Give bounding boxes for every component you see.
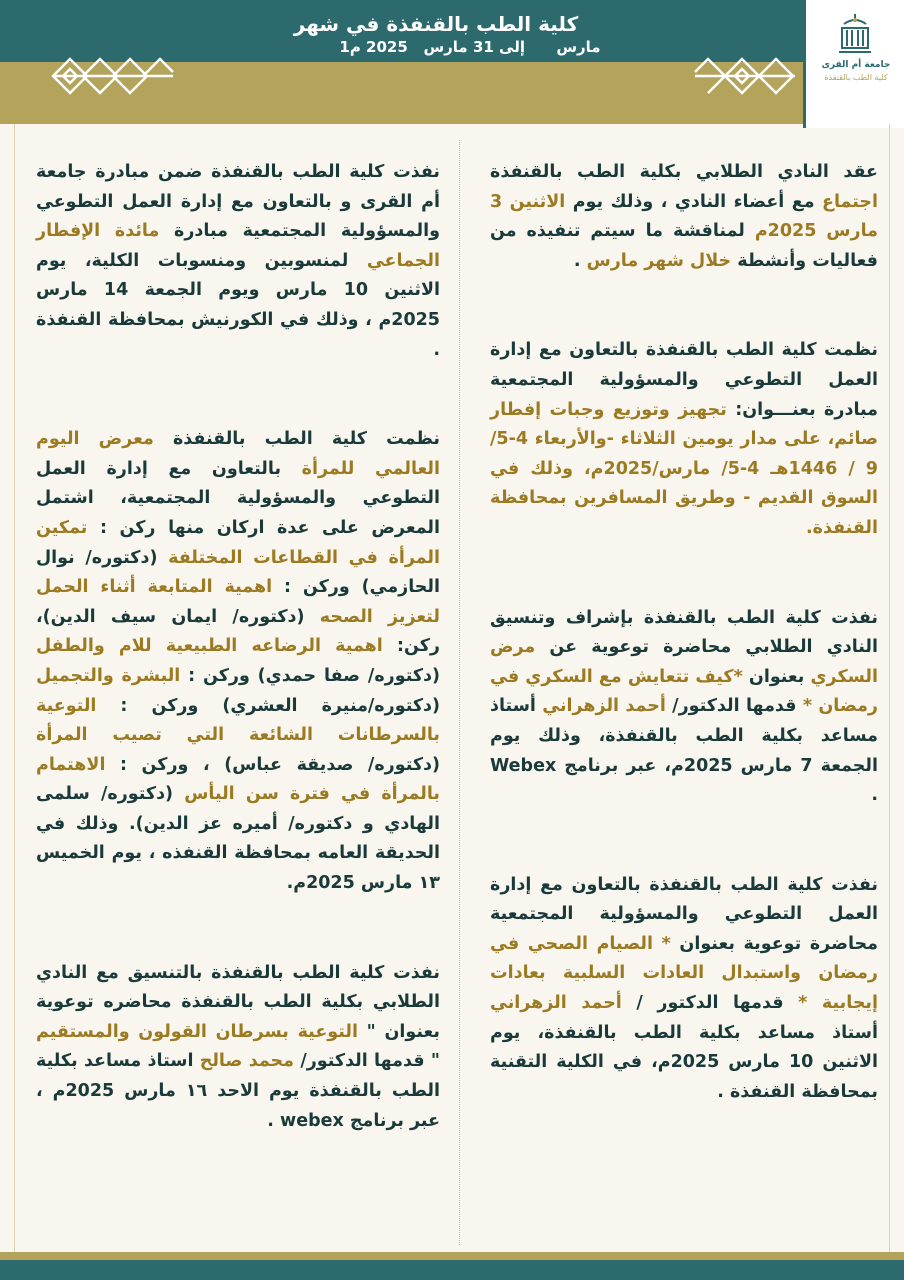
body-text: استاذ مساعد بكلية الطب بالقنفذة يوم الاحد ١٦ مارس 2025م ، عبر برنامج webex . [36, 1051, 440, 1131]
footer-bar [0, 1260, 904, 1280]
news-paragraph [36, 959, 440, 1137]
body-text: أستاذ مساعد بكلية الطب بالقنفذة، وذلك يوم الجمعة 7 مارس 2025م، عبر برنامج Webex . [490, 696, 878, 806]
body-text: مع أعضاء النادي ، وذلك يوم [565, 191, 822, 212]
highlight-text: التوعية بالسرطانات الشائعة التي تصيب المرأة [36, 695, 440, 746]
highlight-text: تجهيز وتوزيع وجبات إفطار صائم، على مدار يومين الثلاثاء -والأربعاء 4-5/ 9 / 1446هـ 4-5/ مارس/2025م، وذلك في السوق القديم - وطريق المسافرين بمحافظة القنفذة. [490, 399, 878, 538]
highlight-text: محمد صالح [199, 1051, 295, 1072]
body-text: لمنسوبين ومنسوبات الكلية، يوم الاثنين 10 مارس ويوم الجمعة 14 مارس 2025م ، وذلك في الكورنيش بمحافظة القنفذة . [36, 250, 440, 360]
frame-line-right [889, 124, 890, 1259]
body-text: (دكتوره/ صفا حمدي) وركن : [180, 665, 440, 686]
highlight-text: اهمية المتابعة أثناء الحمل لتعزيز الصحه [36, 577, 440, 627]
body-text: لمناقشة ما سيتم تنفيذه من فعاليات وأنشطة [490, 221, 878, 271]
college-name: كلية الطب بالقنفذة [824, 73, 888, 82]
body-text: نفذت كلية الطب بالقنفذة بإشراف وتنسيق النادي الطلابي محاضرة توعوية عن [490, 607, 878, 658]
body-text: " قدمها الدكتور/ [294, 1051, 441, 1072]
body-text: قدمها الدكتور / [621, 993, 799, 1014]
header-bar [0, 0, 904, 62]
news-paragraph [36, 425, 440, 899]
highlight-text: التوعية بسرطان القولون والمستقيم [36, 1021, 358, 1042]
body-text: نفذت كلية الطب بالقنفذة ضمن مبادرة جامعة أم القرى و بالتعاون مع إدارة العمل التطوعي والمسؤولية المجتمعية مبادرة [36, 162, 440, 242]
body-text: (دكتوره/منيرة العشري) وركن : [96, 695, 440, 716]
body-text: بعنوان [742, 666, 811, 687]
highlight-text: اهمية الرضاعه الطبيعية للام والطفل [36, 636, 383, 657]
frame-line-left [14, 124, 15, 1259]
body-text: (دكتوره/ نوال الحازمي) وركن : [36, 547, 440, 598]
news-paragraph [490, 158, 878, 276]
body-text: (دكتوره/ ايمان سيف الدين)، ركن: [36, 606, 440, 657]
body-text: قدمها الدكتور/ [665, 696, 803, 717]
body-text: نظمت كلية الطب بالقنفذة [153, 429, 441, 450]
left-ornament-icon [48, 54, 178, 98]
highlight-text: *كيف تتعايش مع السكري في رمضان * [490, 666, 879, 717]
body-text: . [573, 250, 587, 271]
news-paragraph [36, 158, 440, 365]
body-text: نفذت كلية الطب بالقنفذة بالتنسيق مع النادي الطلابي بكلية الطب بالقنفذة محاضره توعوية بعنوان " [36, 962, 440, 1042]
news-paragraph [490, 871, 878, 1108]
body-text: عقد النادي الطلابي بكلية الطب بالقنفذة [490, 162, 878, 182]
highlight-text: أحمد الزهراني [490, 993, 622, 1014]
body-text: (دكتوره/ صديقة عباس) ، وركن : [105, 754, 440, 775]
highlight-text: اجتماع [821, 191, 878, 212]
highlight-text: مائدة الإفطار الجماعي [36, 221, 440, 271]
university-name: جامعة أم القرى [821, 60, 891, 70]
highlight-text: خلال شهر مارس [586, 250, 732, 271]
body-text: نفذت كلية الطب بالقنفذة بالتعاون مع إدارة العمل التطوعي والمسؤولية المجتمعية محاضرة توعوية بعنوان [490, 874, 878, 954]
footer-gold-band [0, 1252, 904, 1260]
highlight-text: الاثنين 3 مارس 2025م [490, 191, 878, 242]
university-emblem-icon [836, 12, 874, 56]
page-title: كلية الطب بالقنفذة في شهر [293, 12, 579, 36]
right-column [490, 158, 878, 1167]
highlight-text: أحمد الزهراني [542, 696, 666, 717]
left-column [36, 158, 440, 1196]
highlight-text: * الصيام الصحي في رمضان واستبدال العادات السلبية بعادات إيجابية * [490, 933, 879, 1014]
body-text: نظمت كلية الطب بالقنفذة بالتعاون مع إدارة العمل التطوعي والمسؤولية المجتمعية مبادرة بعنـــوان: [490, 340, 878, 420]
right-ornament-icon [690, 54, 800, 98]
highlight-text: الاهتمام بالمرأة في فترة سن اليأس [36, 754, 441, 805]
highlight-text: معرض اليوم العالمي للمرأة [36, 429, 440, 479]
highlight-text: البشرة والتجميل [36, 665, 181, 686]
news-paragraph [490, 604, 878, 811]
university-logo [803, 0, 904, 128]
body-text: أستاذ مساعد بكلية الطب بالقنفذة، يوم الاثنين 10 مارس 2025م، في الكلية التقنية بمحافظة القنفذة . [490, 1022, 878, 1102]
highlight-text: تمكين المرأة في القطاعات المختلفة [36, 517, 441, 568]
page-date-range: 1مارس إلى 31 مارس 2025 م [339, 38, 601, 56]
column-divider [459, 140, 460, 1245]
news-paragraph [490, 336, 878, 543]
body-text: (دكتوره/ سلمى الهادي و دكتوره/ أميره عز الدين). وذلك في الحديقة العامه بمحافظة القنفذه ، يوم الخميس ١٣ مارس 2025م. [36, 784, 440, 894]
body-text: بالتعاون مع إدارة العمل التطوعي والمسؤولية المجتمعية، اشتمل المعرض على عدة اركان منها ركن : [36, 458, 440, 538]
highlight-text: مرض السكري [490, 637, 878, 687]
